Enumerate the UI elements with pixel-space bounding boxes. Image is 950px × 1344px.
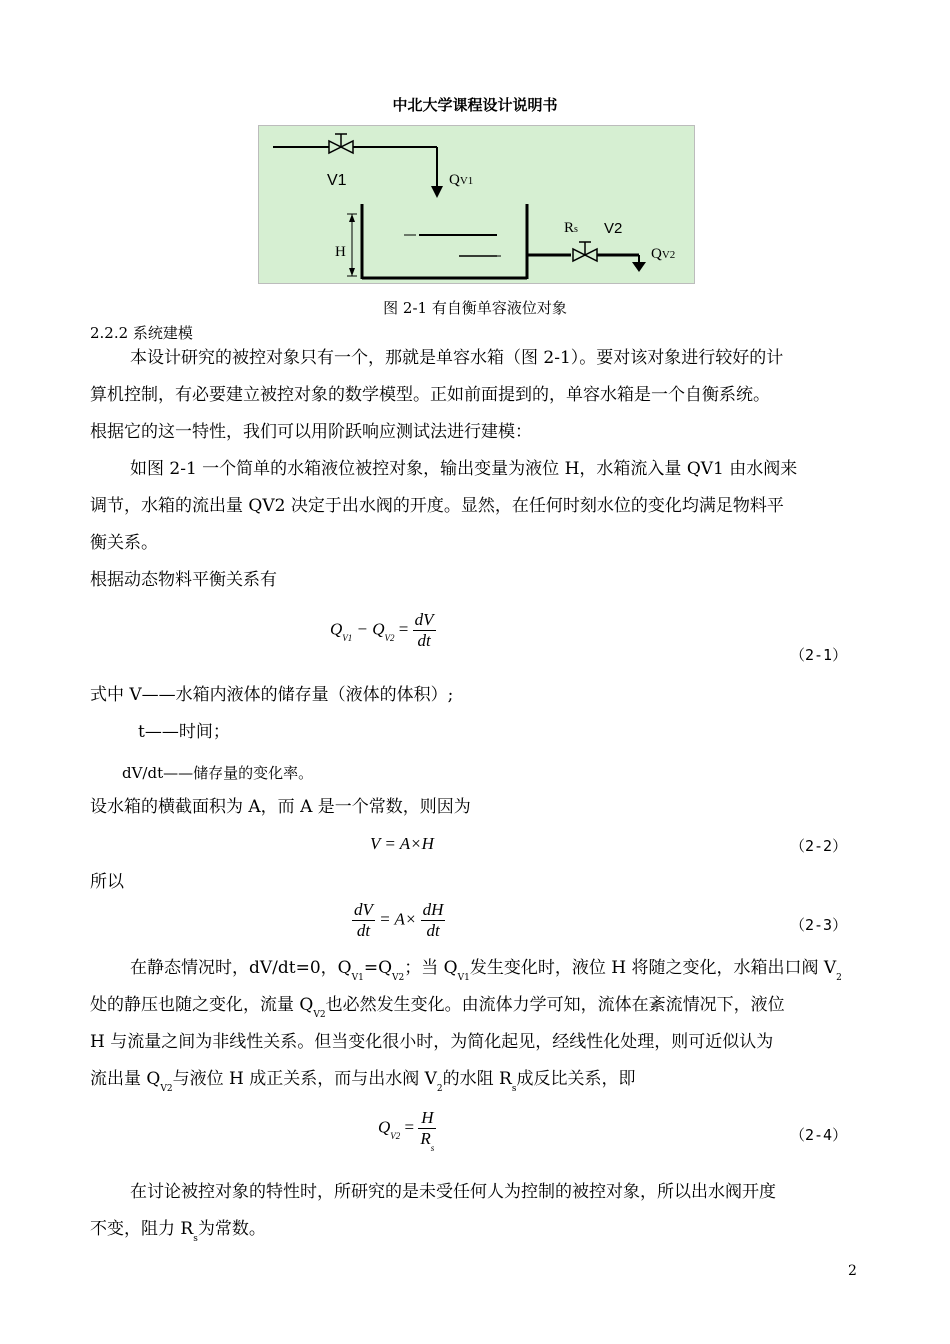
valve-v1-right bbox=[341, 141, 353, 153]
valve-v2-left bbox=[573, 249, 585, 261]
inflow-arrow bbox=[431, 186, 443, 198]
definition-line: dV/dt——储存量的变化率。 bbox=[122, 764, 314, 782]
label-v1: V1 bbox=[327, 172, 347, 189]
paragraph-line: 根据它的这一特性，我们可以用阶跃响应测试法进行建模： bbox=[90, 422, 532, 442]
label-qv1: QV1 bbox=[449, 172, 474, 188]
paragraph-line: 处的静压也随之变化，流量 $Q_{V2}$也必然发生变化。由流体力学可知，流体在紊流情况下，液位 bbox=[90, 995, 785, 1020]
label-rs: Rs bbox=[564, 220, 578, 236]
h-dim-arrow-down bbox=[349, 268, 355, 276]
paragraph-line: 所以 bbox=[90, 872, 124, 892]
paragraph-line: 在讨论被控对象的特性时，所研究的是未受任何人为控制的被控对象，所以出水阀开度 bbox=[130, 1182, 776, 1202]
equation-number: （2-1） bbox=[790, 646, 848, 664]
page-header: 中北大学课程设计说明书 bbox=[392, 96, 558, 114]
paragraph-line: 本设计研究的被控对象只有一个，那就是单容水箱（图 2-1）。要对该对象进行较好的计 bbox=[130, 348, 784, 368]
paragraph-line: 在静态情况时，dV/dt=0，$Q_{V1}=Q_{V2}$；当 $Q_{V1}$发生变化时，液位 H 将随之变化，水箱出口阀 $V_2$ bbox=[130, 958, 842, 983]
paragraph-line: 设水箱的横截面积为 A，而 A 是一个常数，则因为 bbox=[90, 797, 471, 817]
paragraph-line: 衡关系。 bbox=[90, 533, 158, 553]
valve-v1-left bbox=[329, 141, 341, 153]
paragraph-line: 根据动态物料平衡关系有 bbox=[90, 570, 277, 590]
valve-v2-right bbox=[585, 249, 597, 261]
equation-2-1: $Q_{V1} - Q_{V2}$ = $\frac{dV}{dt}$ bbox=[330, 610, 434, 650]
outflow-arrow bbox=[632, 262, 646, 272]
paragraph-line: 流出量 $Q_{V2}$与液位 H 成正关系，而与出水阀 $V_2$的水阻 $R_s$成反比关系，即 bbox=[90, 1069, 636, 1094]
tank-diagram bbox=[259, 126, 694, 283]
equation-2-3: $\frac{dV}{dt}$ = A× $\frac{dH}{dt}$ bbox=[354, 900, 444, 940]
label-h: H bbox=[335, 244, 346, 260]
equation-number: （2-4） bbox=[790, 1126, 848, 1144]
paragraph-line: 如图 2-1 一个简单的水箱液位被控对象，输出变量为液位 H，水箱流入量 QV1 由水阀来 bbox=[130, 459, 798, 479]
equation-number: （2-3） bbox=[790, 916, 848, 934]
h-dim-arrow-up bbox=[349, 214, 355, 222]
page-number: 2 bbox=[848, 1263, 857, 1279]
paragraph-line: 不变，阻力 $R_s$为常数。 bbox=[90, 1219, 266, 1244]
paragraph-line: H 与流量之间为非线性关系。但当变化很小时，为简化起见，经线性化处理，则可近似认为 bbox=[90, 1032, 774, 1052]
label-v2: V2 bbox=[604, 220, 623, 237]
definition-line: t——时间； bbox=[138, 722, 230, 742]
equation-2-2: V = A×H bbox=[370, 834, 434, 853]
definition-line: 式中 V——水箱内液体的储存量（液体的体积）; bbox=[90, 685, 454, 705]
figure-caption: 图 2-1 有自衡单容液位对象 bbox=[383, 299, 567, 317]
paragraph-line: 算机控制，有必要建立被控对象的数学模型。正如前面提到的，单容水箱是一个自衡系统。 bbox=[90, 385, 770, 405]
equation-number: （2-2） bbox=[790, 837, 848, 855]
label-qv2: QV2 bbox=[651, 246, 676, 262]
tank-figure bbox=[258, 125, 695, 284]
paragraph-line: 调节，水箱的流出量 QV2 决定于出水阀的开度。显然，在任何时刻水位的变化均满足物料平 bbox=[90, 496, 784, 516]
section-heading: 2.2.2 系统建模 bbox=[90, 324, 193, 342]
equation-2-4: $Q_{V2}$ = $\frac{H}{R_s}$ bbox=[378, 1108, 435, 1153]
